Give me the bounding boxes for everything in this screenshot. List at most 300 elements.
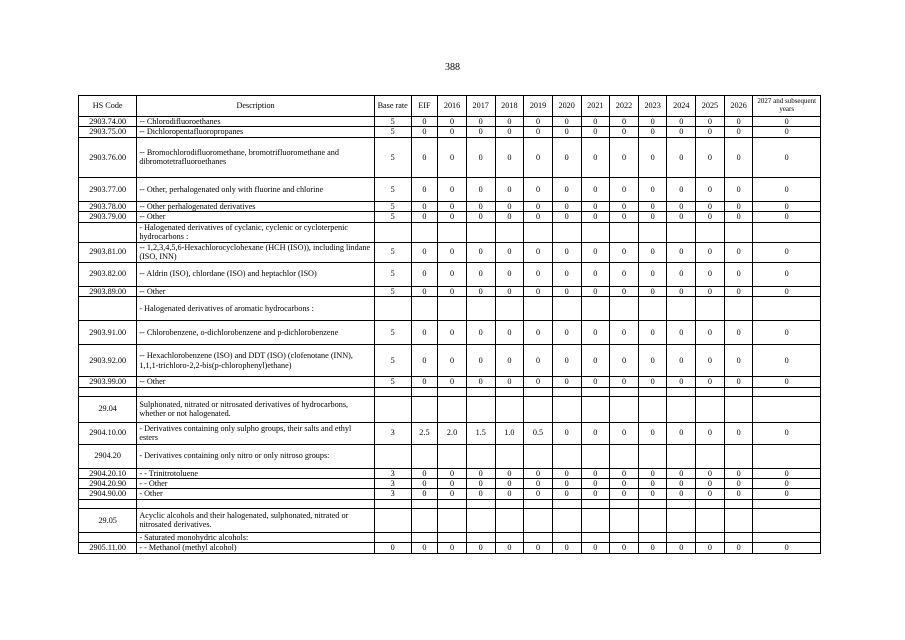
rate-cell: 5 — [374, 286, 411, 296]
rate-cell — [438, 222, 467, 242]
hs-code-cell — [79, 297, 137, 321]
rate-cell: 0 — [610, 543, 639, 553]
rate-cell — [581, 387, 610, 396]
rate-cell: 0 — [724, 117, 753, 127]
description-cell: -- 1,2,3,4,5,6-Hexachlorocyclohexane (HCH (ISO)), including lindane (ISO, INN) — [137, 242, 374, 262]
rate-cell: 0 — [466, 177, 495, 201]
rate-cell — [610, 508, 639, 532]
rate-cell: 3 — [374, 489, 411, 499]
rate-cell: 0 — [552, 377, 581, 387]
rate-cell — [524, 396, 553, 422]
rate-cell — [696, 222, 725, 242]
rate-cell: 0 — [581, 478, 610, 488]
rate-cell: 0 — [610, 377, 639, 387]
rate-cell: 0 — [667, 489, 696, 499]
rate-cell — [524, 297, 553, 321]
rate-cell: 0 — [438, 478, 467, 488]
rate-cell — [753, 396, 821, 422]
rate-cell: 0 — [552, 489, 581, 499]
table-row — [79, 321, 821, 345]
rate-cell: 0 — [411, 468, 438, 478]
rate-cell: 0 — [696, 321, 725, 345]
rate-cell: 0 — [667, 422, 696, 444]
rate-cell — [753, 532, 821, 542]
rate-cell: 0 — [696, 137, 725, 177]
table-row — [79, 137, 821, 177]
rate-cell: 0 — [411, 212, 438, 222]
rate-cell — [753, 297, 821, 321]
rate-cell: 5 — [374, 201, 411, 211]
rate-cell: 0 — [581, 177, 610, 201]
rate-cell: 5 — [374, 242, 411, 262]
hs-code-cell — [79, 499, 137, 508]
rate-cell: 0 — [524, 468, 553, 478]
rate-cell: 0 — [495, 201, 524, 211]
rate-cell — [466, 222, 495, 242]
rate-cell: 0 — [667, 468, 696, 478]
rate-cell: 0 — [524, 489, 553, 499]
column-header-description: Description — [137, 96, 374, 117]
rate-cell — [610, 444, 639, 468]
description-cell: -- Other — [137, 377, 374, 387]
rate-cell: 0 — [753, 422, 821, 444]
rate-cell — [610, 387, 639, 396]
rate-cell: 0 — [495, 345, 524, 377]
rate-cell — [438, 532, 467, 542]
rate-cell — [724, 222, 753, 242]
rate-cell — [552, 396, 581, 422]
rate-cell: 0 — [411, 377, 438, 387]
rate-cell: 0 — [638, 177, 667, 201]
rate-cell — [724, 508, 753, 532]
column-header-2020: 2020 — [552, 96, 581, 117]
rate-cell — [638, 387, 667, 396]
rate-cell: 0 — [411, 201, 438, 211]
table-row — [79, 532, 821, 542]
description-cell: -- Aldrin (ISO), chlordane (ISO) and heptachlor (ISO) — [137, 262, 374, 286]
rate-cell: 0 — [724, 262, 753, 286]
hs-code-cell: 2904.10.00 — [79, 422, 137, 444]
rate-cell — [552, 508, 581, 532]
rate-cell: 0 — [638, 212, 667, 222]
rate-cell: 0 — [667, 321, 696, 345]
rate-cell — [411, 508, 438, 532]
column-header-2021: 2021 — [581, 96, 610, 117]
rate-cell — [438, 444, 467, 468]
rate-cell: 0 — [724, 478, 753, 488]
rate-cell: 0 — [581, 117, 610, 127]
rate-cell — [411, 532, 438, 542]
rate-cell — [667, 444, 696, 468]
rate-cell: 3 — [374, 422, 411, 444]
hs-code-cell: 2903.92.00 — [79, 345, 137, 377]
rate-cell: 0 — [466, 468, 495, 478]
rate-cell: 0 — [495, 212, 524, 222]
column-header-2018: 2018 — [495, 96, 524, 117]
rate-cell — [552, 444, 581, 468]
rate-cell: 0 — [495, 468, 524, 478]
table-row — [79, 422, 821, 444]
rate-cell: 0 — [610, 117, 639, 127]
rate-cell: 0 — [724, 377, 753, 387]
rate-cell: 0 — [753, 377, 821, 387]
rate-cell: 0 — [638, 543, 667, 553]
rate-cell: 0 — [411, 478, 438, 488]
rate-cell: 0 — [753, 117, 821, 127]
rate-cell: 5 — [374, 345, 411, 377]
rate-cell — [610, 222, 639, 242]
rate-cell: 5 — [374, 117, 411, 127]
rate-cell: 0 — [438, 117, 467, 127]
rate-cell: 0 — [581, 345, 610, 377]
rate-cell: 0 — [610, 478, 639, 488]
rate-cell: 0 — [638, 242, 667, 262]
rate-cell: 0 — [438, 377, 467, 387]
rate-cell: 0 — [552, 321, 581, 345]
rate-cell — [524, 222, 553, 242]
rate-cell — [581, 396, 610, 422]
rate-cell: 0 — [466, 201, 495, 211]
rate-cell — [696, 297, 725, 321]
rate-cell: 0 — [438, 212, 467, 222]
rate-cell: 0 — [753, 242, 821, 262]
rate-cell: 0 — [753, 478, 821, 488]
rate-cell: 0 — [524, 127, 553, 137]
rate-cell: 0 — [638, 478, 667, 488]
rate-cell: 0 — [667, 345, 696, 377]
rate-cell: 0 — [724, 286, 753, 296]
rate-cell: 0 — [438, 242, 467, 262]
rate-cell: 5 — [374, 177, 411, 201]
rate-cell: 0 — [495, 137, 524, 177]
rate-cell — [524, 499, 553, 508]
rate-cell — [753, 499, 821, 508]
rate-cell: 0 — [495, 117, 524, 127]
rate-cell: 0 — [581, 242, 610, 262]
rate-cell: 0 — [696, 543, 725, 553]
rate-cell: 0 — [495, 321, 524, 345]
rate-cell: 0 — [524, 212, 553, 222]
rate-cell: 0 — [495, 543, 524, 553]
rate-cell: 0 — [581, 468, 610, 478]
hs-code-cell: 2904.20 — [79, 444, 137, 468]
rate-cell: 0 — [638, 377, 667, 387]
rate-cell: 0 — [724, 212, 753, 222]
rate-cell: 0 — [411, 286, 438, 296]
table-row — [79, 499, 821, 508]
rate-cell: 0 — [696, 262, 725, 286]
table-body — [79, 117, 821, 554]
rate-cell: 0 — [524, 242, 553, 262]
rate-cell: 0 — [610, 242, 639, 262]
rate-cell: 0 — [466, 489, 495, 499]
column-header-2026: 2026 — [724, 96, 753, 117]
rate-cell — [638, 222, 667, 242]
rate-cell: 0 — [552, 212, 581, 222]
column-header-2027-and-subsequent-years: 2027 and subsequent years — [753, 96, 821, 117]
rate-cell: 0 — [667, 117, 696, 127]
rate-cell: 0 — [524, 201, 553, 211]
description-cell: - - Trinitrotoluene — [137, 468, 374, 478]
rate-cell: 0 — [438, 543, 467, 553]
rate-cell: 0 — [724, 489, 753, 499]
rate-cell: 0 — [438, 321, 467, 345]
rate-cell — [753, 222, 821, 242]
rate-cell — [524, 444, 553, 468]
rate-cell — [638, 444, 667, 468]
rate-cell: 0 — [667, 543, 696, 553]
rate-cell — [667, 499, 696, 508]
description-cell: - Saturated monohydric alcohols: — [137, 532, 374, 542]
column-header-hs-code: HS Code — [79, 96, 137, 117]
rate-cell — [696, 532, 725, 542]
rate-cell: 0 — [466, 478, 495, 488]
rate-cell: 0 — [495, 127, 524, 137]
rate-cell: 0 — [638, 489, 667, 499]
rate-cell: 0 — [581, 422, 610, 444]
column-header-2023: 2023 — [638, 96, 667, 117]
table-row — [79, 387, 821, 396]
rate-cell: 0 — [638, 262, 667, 286]
rate-cell: 0 — [724, 127, 753, 137]
hs-code-cell: 2903.81.00 — [79, 242, 137, 262]
rate-cell: 0 — [411, 543, 438, 553]
rate-cell: 0 — [524, 177, 553, 201]
rate-cell: 0 — [696, 242, 725, 262]
rate-cell: 0 — [610, 201, 639, 211]
rate-cell: 0 — [438, 286, 467, 296]
rate-cell — [374, 396, 411, 422]
description-cell: - Other — [137, 489, 374, 499]
rate-cell: 0 — [495, 262, 524, 286]
rate-cell — [667, 396, 696, 422]
rate-cell: 0 — [438, 177, 467, 201]
table-row — [79, 242, 821, 262]
rate-cell: 0 — [552, 262, 581, 286]
rate-cell: 0 — [610, 468, 639, 478]
rate-cell: 0 — [696, 127, 725, 137]
rate-cell: 0 — [495, 177, 524, 201]
rate-cell — [466, 387, 495, 396]
rate-cell: 0 — [638, 345, 667, 377]
rate-cell: 0 — [753, 321, 821, 345]
rate-cell: 0 — [552, 286, 581, 296]
rate-cell — [753, 508, 821, 532]
rate-cell: 0 — [495, 478, 524, 488]
rate-cell: 0 — [753, 127, 821, 137]
rate-cell — [696, 387, 725, 396]
column-header-2025: 2025 — [696, 96, 725, 117]
column-header-2024: 2024 — [667, 96, 696, 117]
rate-cell: 0 — [524, 478, 553, 488]
rate-cell: 0 — [753, 468, 821, 478]
rate-cell: 0 — [610, 345, 639, 377]
rate-cell — [552, 387, 581, 396]
rate-cell: 0 — [524, 137, 553, 177]
rate-cell — [438, 499, 467, 508]
table-row — [79, 345, 821, 377]
rate-cell — [581, 499, 610, 508]
rate-cell — [495, 532, 524, 542]
table-row — [79, 222, 821, 242]
rate-cell — [667, 508, 696, 532]
rate-cell — [724, 297, 753, 321]
rate-cell: 0 — [696, 201, 725, 211]
rate-cell: 0 — [696, 345, 725, 377]
rate-cell: 0 — [524, 262, 553, 286]
rate-cell: 0 — [552, 422, 581, 444]
hs-code-cell: 2903.82.00 — [79, 262, 137, 286]
rate-cell: 0 — [724, 422, 753, 444]
rate-cell: 0 — [753, 286, 821, 296]
rate-cell: 0 — [696, 422, 725, 444]
description-cell: - Halogenated derivatives of cyclanic, cyclenic or cycloterpenic hydrocarbons : — [137, 222, 374, 242]
rate-cell — [438, 297, 467, 321]
rate-cell — [411, 499, 438, 508]
hs-code-cell: 2903.75.00 — [79, 127, 137, 137]
rate-cell: 0 — [667, 242, 696, 262]
rate-cell: 0 — [696, 489, 725, 499]
rate-cell: 0 — [581, 201, 610, 211]
hs-code-cell: 2905.11.00 — [79, 543, 137, 553]
hs-code-cell: 2903.89.00 — [79, 286, 137, 296]
rate-cell: 1.5 — [466, 422, 495, 444]
rate-cell: 0 — [552, 242, 581, 262]
rate-cell: 0 — [438, 468, 467, 478]
rate-cell — [753, 387, 821, 396]
rate-cell: 0 — [638, 321, 667, 345]
table-row — [79, 201, 821, 211]
rate-cell — [495, 499, 524, 508]
rate-cell: 0 — [724, 321, 753, 345]
rate-cell: 5 — [374, 262, 411, 286]
rate-cell: 0 — [638, 286, 667, 296]
rate-cell: 0 — [552, 177, 581, 201]
tariff-schedule-table — [78, 95, 821, 554]
rate-cell: 0 — [438, 345, 467, 377]
rate-cell: 0 — [724, 177, 753, 201]
hs-code-cell: 2904.90.00 — [79, 489, 137, 499]
rate-cell — [610, 499, 639, 508]
description-cell: -- Chlorodifluoroethanes — [137, 117, 374, 127]
rate-cell — [696, 444, 725, 468]
rate-cell — [438, 387, 467, 396]
rate-cell — [638, 532, 667, 542]
hs-code-cell: 2903.78.00 — [79, 201, 137, 211]
rate-cell: 0 — [753, 543, 821, 553]
rate-cell: 0 — [411, 127, 438, 137]
rate-cell: 0 — [438, 489, 467, 499]
rate-cell: 0 — [411, 345, 438, 377]
rate-cell — [466, 396, 495, 422]
rate-cell: 5 — [374, 377, 411, 387]
rate-cell: 0 — [524, 377, 553, 387]
rate-cell: 0 — [466, 345, 495, 377]
rate-cell — [610, 297, 639, 321]
rate-cell: 0 — [696, 377, 725, 387]
rate-cell: 0 — [552, 468, 581, 478]
hs-code-cell: 29.04 — [79, 396, 137, 422]
column-header-base-rate: Base rate — [374, 96, 411, 117]
rate-cell: 0 — [495, 489, 524, 499]
rate-cell: 5 — [374, 137, 411, 177]
rate-cell: 0 — [610, 137, 639, 177]
rate-cell — [724, 387, 753, 396]
rate-cell — [552, 532, 581, 542]
rate-cell: 0 — [610, 321, 639, 345]
table-row — [79, 262, 821, 286]
rate-cell — [610, 396, 639, 422]
hs-code-cell: 2903.79.00 — [79, 212, 137, 222]
rate-cell: 0 — [610, 212, 639, 222]
rate-cell: 0 — [438, 137, 467, 177]
table-row — [79, 508, 821, 532]
rate-cell: 0 — [524, 543, 553, 553]
rate-cell: 5 — [374, 212, 411, 222]
column-header-2019: 2019 — [524, 96, 553, 117]
rate-cell: 0 — [753, 137, 821, 177]
rate-cell: 0 — [581, 212, 610, 222]
description-cell: -- Other — [137, 286, 374, 296]
rate-cell: 0 — [466, 212, 495, 222]
rate-cell — [466, 499, 495, 508]
rate-cell: 0 — [466, 286, 495, 296]
rate-cell: 0 — [638, 468, 667, 478]
table-row — [79, 468, 821, 478]
rate-cell: 0 — [610, 489, 639, 499]
table-row — [79, 489, 821, 499]
rate-cell: 0 — [495, 242, 524, 262]
hs-code-cell: 29.05 — [79, 508, 137, 532]
description-cell — [137, 387, 374, 396]
table-row — [79, 396, 821, 422]
table-row — [79, 543, 821, 553]
rate-cell: 0 — [724, 242, 753, 262]
rate-cell: 2.0 — [438, 422, 467, 444]
rate-cell: 0 — [667, 377, 696, 387]
rate-cell — [466, 508, 495, 532]
rate-cell: 0 — [466, 377, 495, 387]
hs-code-cell: 2903.76.00 — [79, 137, 137, 177]
rate-cell: 0 — [466, 137, 495, 177]
rate-cell — [753, 444, 821, 468]
rate-cell: 0 — [753, 262, 821, 286]
rate-cell: 0 — [724, 201, 753, 211]
rate-cell — [638, 297, 667, 321]
hs-code-cell — [79, 222, 137, 242]
rate-cell: 0 — [581, 489, 610, 499]
rate-cell — [581, 532, 610, 542]
rate-cell: 0 — [581, 127, 610, 137]
rate-cell — [667, 222, 696, 242]
rate-cell — [411, 396, 438, 422]
rate-cell: 0 — [411, 177, 438, 201]
rate-cell: 0 — [724, 543, 753, 553]
rate-cell: 0 — [524, 345, 553, 377]
rate-cell: 0 — [495, 286, 524, 296]
rate-cell — [524, 387, 553, 396]
hs-code-cell — [79, 387, 137, 396]
rate-cell — [667, 297, 696, 321]
rate-cell: 0 — [667, 201, 696, 211]
rate-cell: 0 — [552, 137, 581, 177]
rate-cell — [581, 444, 610, 468]
rate-cell: 0 — [638, 201, 667, 211]
hs-code-cell: 2903.99.00 — [79, 377, 137, 387]
rate-cell — [438, 396, 467, 422]
rate-cell: 5 — [374, 321, 411, 345]
column-header-2016: 2016 — [438, 96, 467, 117]
